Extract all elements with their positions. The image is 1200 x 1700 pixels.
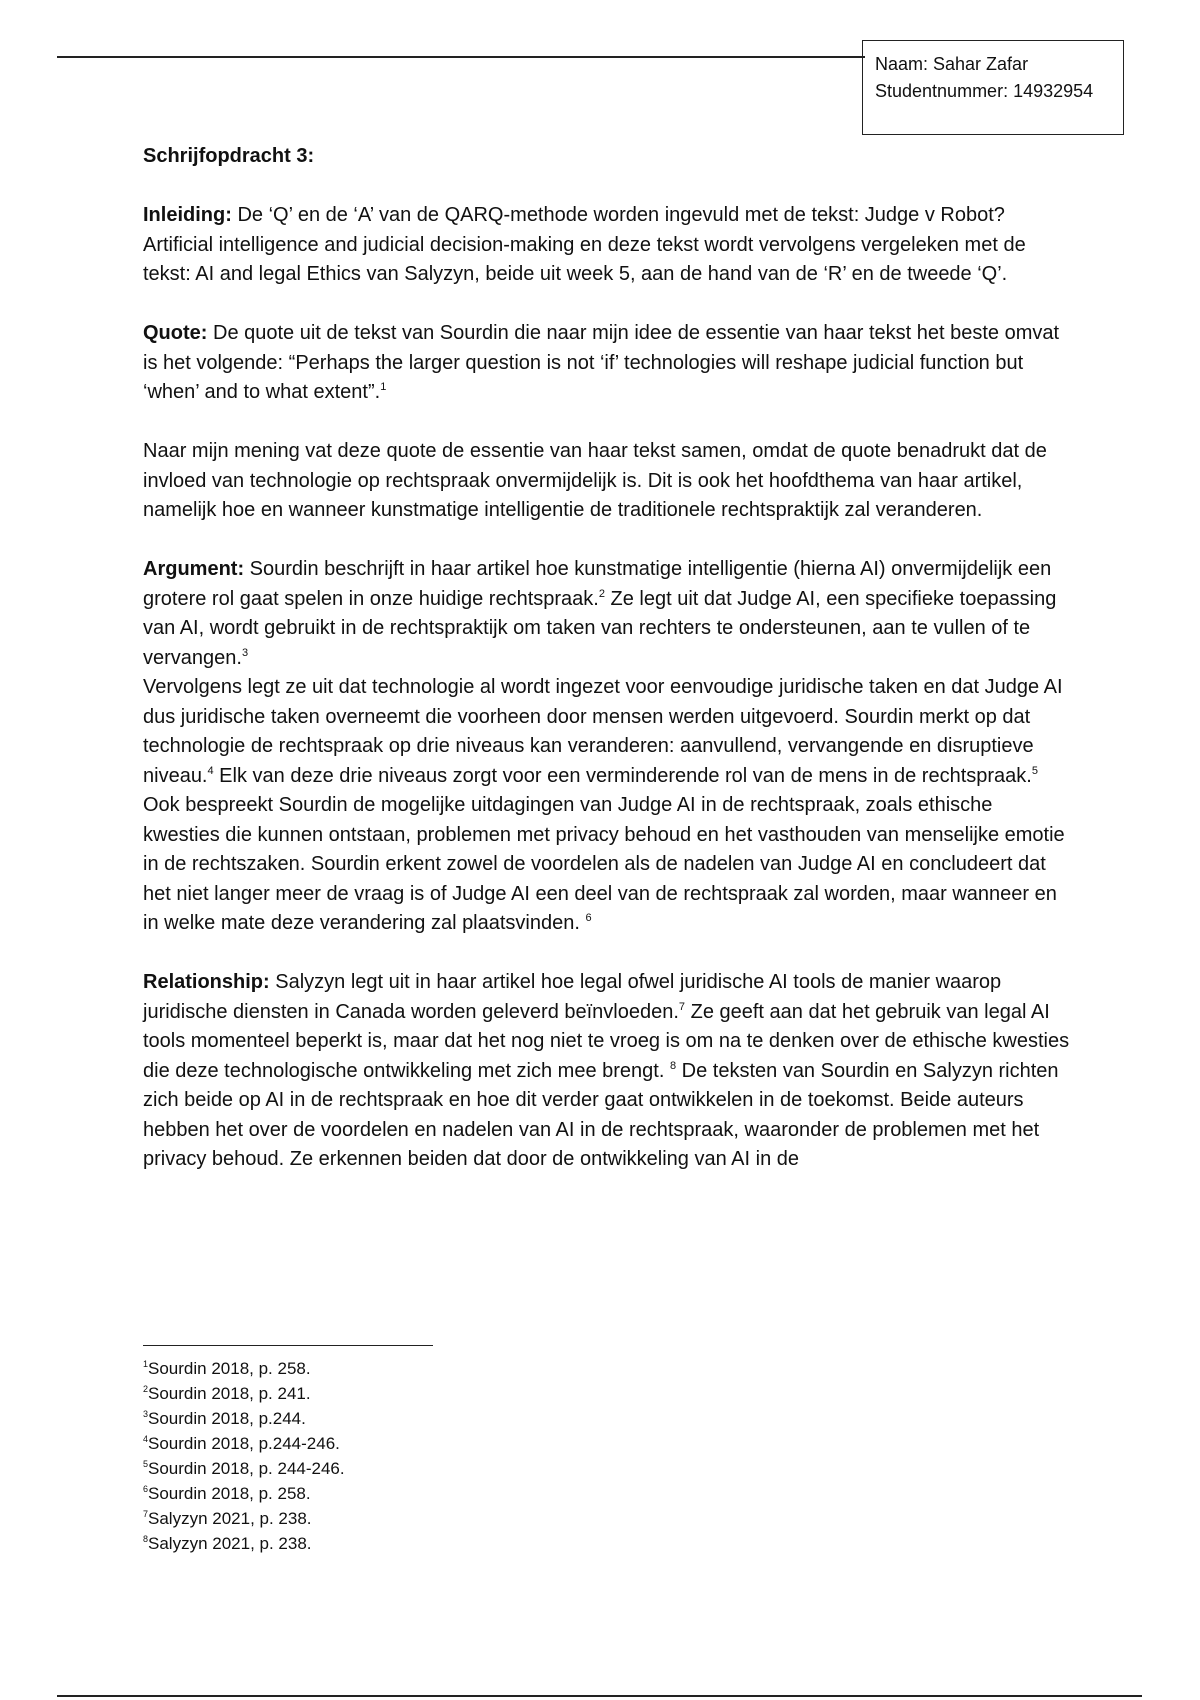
footnote-ref-4: 4 [207,764,214,777]
footnote [143,1506,345,1531]
student-info-box [862,40,1124,135]
footnote [143,1531,345,1556]
paragraph-quote-explanation: Naar mijn mening vat deze quote de essentie van haar tekst samen, omdat de quote benadrukt dat de invloed van technologie op rechtspraak onvermijdelijk is. Dit is ook het hoofdthema van haar artikel, namelijk hoe en wanneer kunstmatige intelligentie de traditionele rechtspraktijk zal veranderen. [143,440,1047,521]
argument-text-5: Ook bespreekt Sourdin de mogelijke uitdagingen van Judge AI in de rechtspraak, zoals ethische kwesties die kunnen ontstaan, problemen met privacy behoud en het vasthouden van menselijke emotie in de rechtszaken. Sourdin erkent zowel de voordelen als de nadelen van Judge AI en concludeert dat het niet langer meer de vraag is of Judge AI een deel van de rechtspraak zal worden, maar wanneer en in welke mate deze verandering zal plaatsvinden. [143,794,1065,934]
quote-label: Quote: [143,322,208,344]
footnote [143,1406,345,1431]
footnote-ref-6: 6 [585,912,592,924]
footnote-text: Salyzyn 2021, p. 238. [148,1534,312,1553]
paragraph-inleiding [143,201,1073,290]
footnote-number: 4 [143,1434,149,1444]
footnote-number: 1 [143,1359,149,1369]
footnote-ref-1: 1 [380,381,387,393]
footer-rule [57,1695,1142,1697]
relationship-text-2: Ze geeft aan dat het gebruik van legal AI tools momenteel beperkt is, maar dat het nog niet te vroeg is om na te denken over de ethische kwesties die deze technologische ontwikkeling met zich mee brengt. [143,1000,1070,1082]
footnote-ref-3: 3 [241,646,249,659]
footnote-text: Sourdin 2018, p.244. [148,1409,306,1428]
argument-label: Argument: [143,558,245,580]
inleiding-label: Inleiding: [143,204,232,226]
footnote-text: Sourdin 2018, p.244-246. [148,1434,340,1453]
footnote-number: 8 [143,1534,149,1544]
paragraph-argument [143,555,1073,673]
student-number: Studentnummer: 14932954 [875,81,1094,101]
relationship-text-3: De teksten van Sourdin en Salyzyn richten zich beide op AI in de rechtspraak en hoe dit verder gaat ontwikkelen in de toekomst. Beide auteurs hebben het over de voordelen en nadelen van AI in de rechtspraak, waaronder de problemen met het privacy behoud. Ze erkennen beiden dat door de ontwikkeling van AI in de [143,1059,1059,1170]
relationship-label: Relationship: [143,971,270,993]
footnote [143,1456,345,1481]
argument-text-2: Ze legt uit dat Judge AI, een specifieke toepassing van AI, wordt gebruikt in de rechtspraktijk om taken van rechters te ondersteunen, aan te vullen of te vervangen. [143,587,1057,669]
footnote [143,1356,345,1381]
paragraph-argument-continued [143,673,1073,939]
footnote-ref-8: 8 [669,1059,677,1072]
footnote-number: 2 [143,1384,149,1394]
footnote-number: 3 [143,1409,149,1419]
argument-text-1: Sourdin beschrijft in haar artikel hoe kunstmatige intelligentie (hierna AI) onvermijdelijk een grotere rol gaat spelen in onze huidige rechtspraak. [143,558,1052,610]
footnote-ref-7: 7 [678,1000,686,1013]
footnote [143,1481,345,1506]
header-rule [57,56,865,58]
footnote-ref-2: 2 [598,587,605,600]
student-name: Naam: Sahar Zafar [875,54,1029,74]
document-title: Schrijfopdracht 3: [143,145,315,167]
footnote [143,1381,345,1406]
footnote [143,1431,345,1456]
footnote-text: Sourdin 2018, p. 241. [148,1384,311,1403]
relationship-text-1: Salyzyn legt uit in haar artikel hoe legal ofwel juridische AI tools de manier waarop juridische diensten in Canada worden geleverd beïnvloeden. [143,971,1002,1023]
footnote-number: 7 [143,1509,149,1519]
paragraph-relationship [143,968,1073,1175]
argument-text-4: Elk van deze drie niveaus zorgt voor een verminderende rol van de mens in de rechtspraak. [213,764,1032,787]
footnote-text: Sourdin 2018, p. 244-246. [148,1459,345,1478]
quote-text: De quote uit de tekst van Sourdin die naar mijn idee de essentie van haar tekst het beste omvat is het volgende: “Perhaps the larger question is not ‘if’ technologies will reshape judicial function but ‘when’ and to what extent”. [143,322,1060,403]
footnotes [143,1356,345,1556]
footnote-number: 6 [143,1484,149,1494]
footnote-separator [143,1345,433,1346]
argument-text-3: Vervolgens legt ze uit dat technologie al wordt ingezet voor eenvoudige juridische taken en dat Judge AI dus juridische taken overneemt die voorheen door mensen werden uitgevoerd. Sourdin merkt op dat technologie de rechtspraak op drie niveaus kan veranderen: aanvullend, vervangende en disruptieve niveau. [143,676,1063,787]
footnote-ref-5: 5 [1031,764,1038,777]
paragraph-quote [143,319,1073,408]
document-body [143,142,1073,1175]
footnote-text: Salyzyn 2021, p. 238. [148,1509,312,1528]
inleiding-text: De ‘Q’ en de ‘A’ van de QARQ-methode worden ingevuld met de tekst: Judge v Robot? Artificial intelligence and judicial decision-making en deze tekst wordt vervolgens vergeleken met de tekst: AI and legal Ethics van Salyzyn, beide uit week 5, aan de hand van de ‘R’ en de tweede ‘Q’. [143,204,1026,285]
footnote-number: 5 [143,1459,149,1469]
footnote-text: Sourdin 2018, p. 258. [148,1484,311,1503]
footnote-text: Sourdin 2018, p. 258. [148,1359,311,1378]
